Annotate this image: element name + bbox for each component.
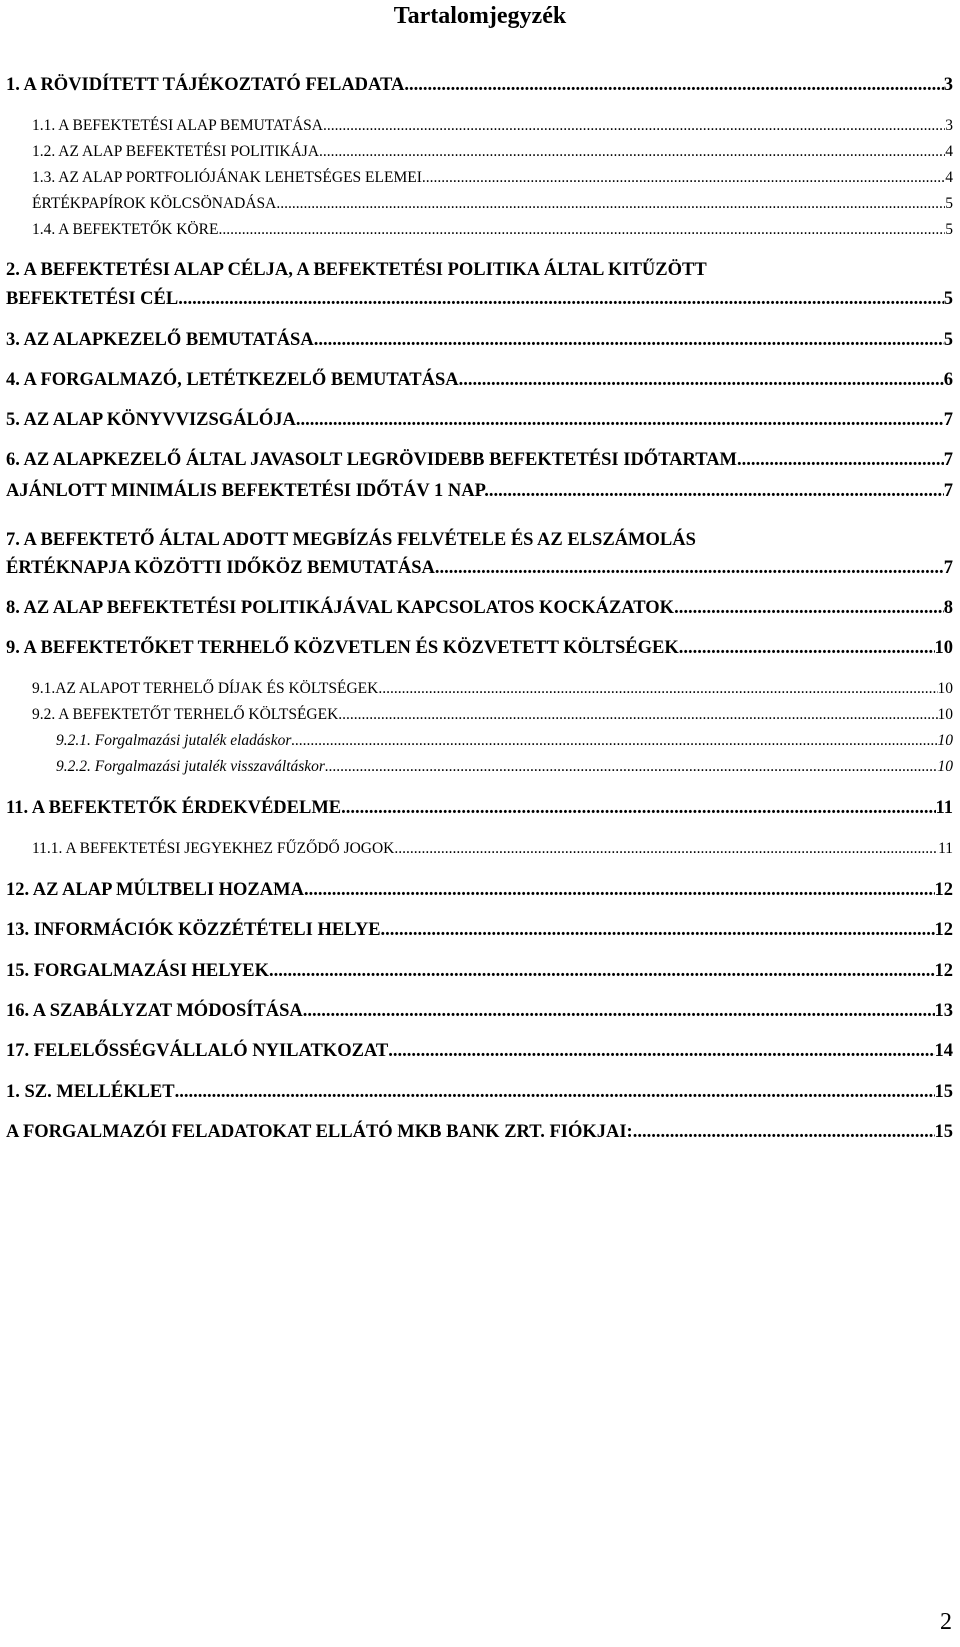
toc-dot-leader (388, 1040, 934, 1062)
toc-entry[interactable] (6, 480, 953, 502)
toc-entry-label: 9.2. A BEFEKTETŐT TERHELŐ KÖLTSÉGEK (32, 706, 339, 723)
toc-dot-leader (489, 480, 944, 502)
toc-subentry[interactable] (32, 167, 953, 189)
toc-entry-label: ÉRTÉKPAPÍROK KÖLCSÖNADÁSA (32, 195, 277, 212)
toc-entry-label: ÉRTÉKNAPJA KÖZÖTTI IDŐKÖZ BEMUTATÁSA (6, 558, 435, 578)
toc-entry-label: 9. A BEFEKTETŐKET TERHELŐ KÖZVETLEN ÉS KÖZVETETT KÖLTSÉGEK (6, 638, 679, 658)
toc-entry-page: 10 (937, 706, 953, 723)
toc-dot-leader (276, 193, 945, 215)
toc-entry-page: 7 (943, 558, 953, 578)
toc-dot-leader (304, 879, 935, 901)
toc-entry-page: 7 (943, 410, 953, 430)
toc-subentry[interactable] (32, 141, 953, 163)
toc-entry-page: 3 (945, 117, 953, 134)
toc-entry[interactable] (6, 288, 953, 310)
toc-dot-leader (269, 960, 935, 982)
toc-dot-leader (435, 557, 944, 579)
toc-entry[interactable] (6, 329, 953, 351)
toc-entry-page: 11 (938, 840, 953, 857)
toc-subsubentry[interactable] (56, 730, 953, 752)
toc-entry-page: 14 (934, 1041, 953, 1061)
toc-dot-leader (674, 597, 944, 619)
toc-dot-leader (314, 329, 944, 351)
toc-entry-label: 11. A BEFEKTETŐK ÉRDEKVÉDELME (6, 798, 342, 818)
toc-entry-label: 11.1. A BEFEKTETÉSI JEGYEKHEZ FŰZŐDŐ JOGOK (32, 840, 395, 857)
document-title: Tartalomjegyzék (393, 3, 567, 29)
toc-entry-label: BEFEKTETÉSI CÉL (6, 289, 179, 309)
toc-entry-page: 5 (945, 195, 953, 212)
toc-entry[interactable] (6, 919, 953, 941)
toc-entry[interactable] (6, 960, 953, 982)
toc-entry-page: 15 (934, 1122, 953, 1142)
toc-entry[interactable] (6, 1081, 953, 1103)
toc-entry[interactable] (6, 369, 953, 391)
toc-dot-leader (175, 1081, 935, 1103)
toc-entry-label-line1: 7. A BEFEKTETŐ ÁLTAL ADOTT MEGBÍZÁS FELVÉTELE ÉS AZ ELSZÁMOLÁS (6, 530, 696, 550)
toc-entry-label: 6. AZ ALAPKEZELŐ ÁLTAL JAVASOLT LEGRÖVIDEBB BEFEKTETÉSI IDŐTARTAM (6, 450, 738, 470)
toc-entry-label: 1.2. AZ ALAP BEFEKTETÉSI POLITIKÁJA (32, 143, 320, 160)
toc-entry-page: 13 (934, 1001, 953, 1021)
toc-entry-page: 4 (945, 143, 953, 160)
toc-entry-label: 3. AZ ALAPKEZELŐ BEMUTATÁSA (6, 330, 314, 350)
toc-dot-leader (178, 288, 944, 310)
toc-entry-page: 5 (945, 221, 953, 238)
toc-entry[interactable] (6, 449, 953, 471)
toc-entry-page: 15 (934, 1082, 953, 1102)
toc-entry-label: 1. SZ. MELLÉKLET (6, 1082, 175, 1102)
toc-subentry[interactable] (32, 838, 953, 860)
toc-entry-label: 12. AZ ALAP MÚLTBELI HOZAMA (6, 880, 304, 900)
toc-dot-leader (737, 449, 944, 471)
toc-entry-page: 5 (943, 289, 953, 309)
toc-entry-page: 4 (945, 169, 953, 186)
toc-dot-leader (338, 704, 937, 726)
toc-subentry[interactable] (32, 678, 953, 700)
toc-entry-label: 1.3. AZ ALAP PORTFOLIÓJÁNAK LEHETSÉGES ELEMEI (32, 169, 422, 186)
toc-entry-page: 10 (937, 758, 953, 775)
toc-entry[interactable] (6, 879, 953, 901)
toc-entry-page: 11 (935, 798, 953, 818)
toc-entry-label: 1.4. A BEFEKTETŐK KÖRE (32, 221, 219, 238)
toc-entry[interactable] (6, 797, 953, 819)
toc-dot-leader (633, 1121, 935, 1143)
toc-dot-leader (341, 797, 935, 819)
toc-entry-page: 12 (934, 880, 953, 900)
toc-entry-page: 10 (937, 680, 953, 697)
toc-entry-label-line1: 2. A BEFEKTETÉSI ALAP CÉLJA, A BEFEKTETÉSI POLITIKA ÁLTAL KITŰZÖTT (6, 260, 707, 280)
toc-dot-leader (422, 167, 945, 189)
toc-entry-label: 9.1.AZ ALAPOT TERHELŐ DÍJAK ÉS KÖLTSÉGEK (32, 680, 379, 697)
toc-dot-leader (291, 730, 937, 752)
toc-dot-leader (218, 219, 945, 241)
toc-entry[interactable] (6, 557, 953, 579)
toc-subentry[interactable] (32, 115, 953, 137)
toc-entry-label: 16. A SZABÁLYZAT MÓDOSÍTÁSA (6, 1001, 303, 1021)
toc-subentry[interactable] (32, 219, 953, 241)
toc-dot-leader (381, 919, 935, 941)
toc-entry-page: 12 (934, 920, 953, 940)
toc-entry-label: 9.2.2. Forgalmazási jutalék visszaváltáskor (56, 758, 325, 775)
toc-entry-page: 3 (943, 75, 953, 95)
toc-entry-page: 12 (934, 961, 953, 981)
page-number: 2 (940, 1609, 952, 1635)
toc-entry-label: 15. FORGALMAZÁSI HELYEK (6, 961, 269, 981)
toc-dot-leader (459, 369, 944, 391)
toc-entry-label: 1. A RÖVIDÍTETT TÁJÉKOZTATÓ FELADATA (6, 75, 405, 95)
toc-subsubentry[interactable] (56, 756, 953, 778)
toc-entry-page: 7 (943, 481, 953, 501)
toc-dot-leader (323, 115, 945, 137)
toc-dot-leader (325, 756, 938, 778)
toc-entry-label: 8. AZ ALAP BEFEKTETÉSI POLITIKÁJÁVAL KAPCSOLATOS KOCKÁZATOK (6, 598, 675, 618)
toc-entry[interactable] (6, 1000, 953, 1022)
toc-dot-leader (679, 637, 935, 659)
toc-entry[interactable] (6, 1040, 953, 1062)
toc-entry-page: 5 (943, 330, 953, 350)
toc-subentry[interactable] (32, 193, 953, 215)
toc-entry-page: 10 (937, 732, 953, 749)
toc-entry-label: AJÁNLOTT MINIMÁLIS BEFEKTETÉSI IDŐTÁV 1 NAP. (6, 481, 489, 501)
toc-entry-label: 4. A FORGALMAZÓ, LETÉTKEZELŐ BEMUTATÁSA (6, 370, 459, 390)
toc-entry-label: 13. INFORMÁCIÓK KÖZZÉTÉTELI HELYE (6, 920, 381, 940)
toc-dot-leader (404, 74, 943, 96)
toc-entry[interactable] (6, 597, 953, 619)
toc-entry-page: 7 (943, 450, 953, 470)
toc-entry[interactable] (6, 74, 953, 96)
toc-entry-label: 5. AZ ALAP KÖNYVVIZSGÁLÓJA (6, 410, 296, 430)
toc-dot-leader (319, 141, 945, 163)
toc-dot-leader (296, 409, 944, 431)
toc-dot-leader (303, 1000, 935, 1022)
toc-entry-label: 1.1. A BEFEKTETÉSI ALAP BEMUTATÁSA (32, 117, 323, 134)
toc-dot-leader (378, 678, 937, 700)
toc-entry[interactable] (6, 409, 953, 431)
toc-entry[interactable] (6, 637, 953, 659)
toc-dot-leader (394, 838, 938, 860)
toc-entry-page: 10 (934, 638, 953, 658)
toc-entry-label: A FORGALMAZÓI FELADATOKAT ELLÁTÓ MKB BANK ZRT. FIÓKJAI: (6, 1122, 633, 1142)
toc-entry-label: 17. FELELŐSSÉGVÁLLALÓ NYILATKOZAT (6, 1041, 389, 1061)
toc-entry-label: 9.2.1. Forgalmazási jutalék eladáskor (56, 732, 292, 749)
toc-subentry[interactable] (32, 704, 953, 726)
toc-entry-page: 8 (943, 598, 953, 618)
toc-entry[interactable] (6, 1121, 953, 1143)
toc-entry-page: 6 (943, 370, 953, 390)
